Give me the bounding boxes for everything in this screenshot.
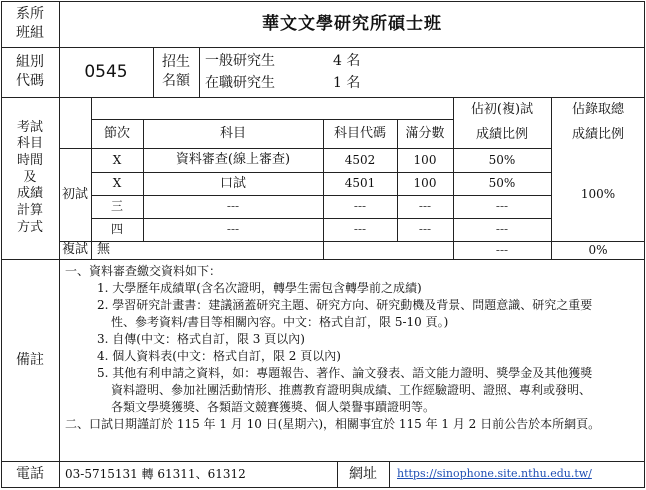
second-round-ratio: --- xyxy=(495,242,509,257)
quota-type-working: 在職研究生 xyxy=(205,74,275,91)
full-score-cell: 100 xyxy=(413,176,437,191)
ratio-cell: --- xyxy=(495,222,509,237)
divider xyxy=(1,259,645,260)
second-round-value: 無 xyxy=(97,242,111,258)
subject-cell: --- xyxy=(226,199,240,214)
website-link[interactable]: https://sinophone.site.nthu.edu.tw/ xyxy=(397,467,592,481)
session-cell: 三 xyxy=(110,199,123,214)
code-cell: --- xyxy=(353,222,367,237)
quota-type-general: 一般研究生 xyxy=(205,52,275,69)
exam-section-label: 考試 科目 時間 及 成績 計算 方式 xyxy=(16,119,43,235)
ratio-cell: 50% xyxy=(488,176,516,191)
col-subject: 科目 xyxy=(219,125,246,141)
second-round-label: 複試 xyxy=(61,242,88,258)
group-code: 0545 xyxy=(84,61,128,82)
col-code: 科目代碼 xyxy=(333,125,386,141)
phone-label: 電話 xyxy=(16,466,44,483)
session-cell: X xyxy=(112,152,122,167)
note-line: 二、口試日期謹訂於 115 年 1 月 10 日(星期六)，相關事宜於 115 年 1 月 2 日前公告於本所網頁。 xyxy=(65,417,601,431)
col-round-ratio: 佔初(複)試 成績比例 xyxy=(470,101,534,142)
code-cell: 4502 xyxy=(344,152,376,167)
note-line: 2. 學習研究計畫書：建議涵蓋研究主題、研究方向、研究動機及背景、問題意識、研究之重要 xyxy=(97,298,593,312)
quota-count-working: 1 名 xyxy=(333,74,361,91)
note-line: 各類文學獎獲獎、各類語文競賽獲獎、個人榮譽事蹟證明等。 xyxy=(111,400,436,414)
session-cell: X xyxy=(112,176,122,191)
ratio-cell: --- xyxy=(495,199,509,214)
page-title: 華文文學研究所碩士班 xyxy=(262,13,442,34)
code-cell: --- xyxy=(353,199,367,214)
website-label: 網址 xyxy=(349,466,377,483)
full-score-cell: --- xyxy=(418,222,432,237)
subject-cell: --- xyxy=(226,222,240,237)
quota-count-general: 4 名 xyxy=(333,52,361,69)
full-score-cell: 100 xyxy=(413,152,437,167)
divider xyxy=(389,461,390,488)
dept-label: 系所 班組 xyxy=(16,6,44,41)
col-session: 節次 xyxy=(103,125,130,141)
second-round-total: 0% xyxy=(588,242,608,257)
first-round-total: 100% xyxy=(580,187,616,202)
quota-label: 招生 名額 xyxy=(162,54,190,89)
ratio-cell: 50% xyxy=(488,152,516,167)
note-line: 性、參考資料/書目等相關內容。中文：格式自訂，限 5-10 頁。) xyxy=(111,315,449,329)
note-line: 3. 自傳(中文：格式自訂，限 3 頁以內) xyxy=(97,332,305,346)
subject-cell: 口試 xyxy=(219,175,246,191)
full-score-cell: --- xyxy=(418,199,432,214)
subject-cell: 資料審查(線上審查) xyxy=(175,152,291,168)
note-line: 5. 其他有利申請之資料，如：專題報告、著作、論文發表、語文能力證明、獎學金及其他獲獎 xyxy=(97,366,593,380)
session-cell: 四 xyxy=(110,222,123,237)
first-round-label: 初試 xyxy=(61,186,88,202)
note-line: 資料證明、參加社團活動情形、推薦教育證明與成績、工作經驗證明、證照、專利或發明、 xyxy=(111,383,592,397)
note-line: 4. 個人資料表(中文：格式自訂，限 2 頁以內) xyxy=(97,349,341,363)
code-label: 組別 代碼 xyxy=(16,54,44,89)
divider xyxy=(59,461,60,488)
notes-label: 備註 xyxy=(16,351,44,368)
note-line: 1. 大學歷年成績單(含名次證明，轉學生需包含轉學前之成績) xyxy=(97,281,422,295)
note-line: 一、資料審查繳交資料如下： xyxy=(65,264,222,278)
admission-form xyxy=(1,1,645,488)
code-cell: 4501 xyxy=(344,176,376,191)
phone-value: 03-5715131 轉 61311、61312 xyxy=(65,467,246,482)
divider xyxy=(199,47,200,97)
col-total-ratio: 佔錄取總 成績比例 xyxy=(571,101,624,142)
col-full-score: 滿分數 xyxy=(405,125,445,141)
